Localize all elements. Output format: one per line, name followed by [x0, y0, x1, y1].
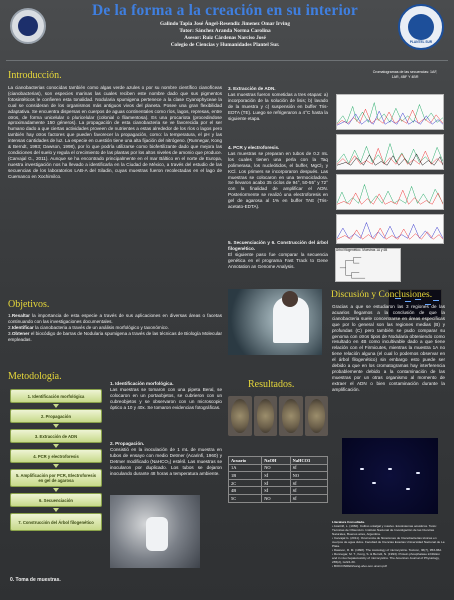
table-row: 4B SÍ SÍ [229, 487, 328, 495]
table-header: Acuario [229, 457, 262, 465]
phylogenetic-tree-image [335, 248, 401, 282]
culture-plate-image [279, 396, 303, 436]
references [332, 520, 446, 568]
chromatogram-title: Cromatogramas de las secuencias: 1AF, 1AR, 4BF Y 4BR [372, 70, 438, 79]
culture-plate-image [228, 396, 252, 436]
results-heading: Resultados. [248, 379, 295, 390]
pcr-section [228, 145, 328, 210]
discussion-text: Gracias a que se estudiaron las 3 regiones de las acuarios llegamos a la conclusión de que la cianobacteria suele concentrarse en áreas específicas que por lo general son las regiones medias (B) y profundas (C) pero también se pudo comparar su genoma con otros tipos de Nodularia obteniendo como resultado en 4B como incultivable dado a que tiene relación con el Firmicutes, mientras la muestra 1A no tiene relación alguna (el cual lo podemos observar en el árbol filogenético) sin embargo esto puede ser debido a que en los cromatogramas hay interferencia probablemente debido a la contaminación de las muestras por un otras organismo al momento de extraer el ADN o bien contaminación durante la amplificación. [332, 304, 445, 392]
flow-step: 6. Secuenciación [10, 493, 102, 507]
flow-step: 1. Identificación morfológica [10, 389, 102, 403]
flow-step: 7. Construcción del Árbol filogenético [10, 513, 102, 531]
authors-block [60, 21, 390, 49]
propagation-section [110, 441, 222, 476]
methodology-heading: Metodología. [8, 371, 62, 382]
pipette-photo [110, 495, 200, 568]
chromatogram-image [336, 134, 444, 170]
pcr-title: 4. PCR y electroforesis. [228, 145, 280, 150]
flow-step: 5. Amplificación por PCR, Electroforesis en gel de agarosa [10, 469, 102, 487]
propagation-text: Consistió en la inoculación de 1 mL de muestra en tubos de ensayo con medio Detmer (Acarinfi, 1960) y Detmer modificado (NaHCO₃) estéril. Las muestras se inocularon por duplicado. Los tubos se dejaron inoculando durante 48 horas a temperatura ambiente. [110, 446, 222, 476]
poster-title: De la forma a la creación en su interior [92, 2, 358, 19]
reference-item: • Carvajal G. (2011). Ocurrencia de floraciones de Cianobacterias tóxicas en cuerpos de agua dulce. Facultad de Ciencias Exactas Universidad Nacional de La Plata. [332, 536, 445, 548]
table-row: 1B SÍ NO [229, 472, 328, 480]
lab-work-photo [228, 289, 322, 355]
flow-arrow-icon [53, 508, 59, 512]
morphology-text: Las muestras se tomaron con una pipeta Beral, se colocaron en un portaobjetos, se cubrieron con un cubreobjetos y se observaron con un microscopio óptico a 10 y 40x. Se tomaron evidencias fotográficas. [110, 386, 222, 410]
culture-plate-image [254, 396, 278, 436]
reference-item: • BIOCONRED/sang-alvo-son.unam.pdf [332, 564, 387, 568]
table-header: NaHCO3 [290, 457, 327, 465]
table-row: 1A NO SÍ [229, 464, 328, 472]
intro-text: La cianobacterias conocidas también como algas verde azules o por su nombre científico cianofíceas (cianobacterias), son especies marinas las cuales reciben este nombre dado que sus pigmentos fotosintéticos le confieren esta tonalidad. Nodularia spumigena pertenece a la clase Cyanophyceae la cual se consideran de los organismos más antiguos vivos del planeta. Posee una gran flexibilidad adaptativa. Se encuentra dispersas en cuerpos de aguas continentales como ríos, lagos, represas, entre otros, de forma unicelular o pluricelular (colonial o filamentosa). Es una procariota (procedindose aproximadamente 150 géneros). La propagación de esta cianobacteria se ve favorecida por el ser humano dado a que ciertas actividades proveen de nutrientes a estas alrededor de los ríos o lagos pero también hay otros factores que pueden favorecer la propagación, como: la temperatura, el pH y las intensas cantidades de luz. La especie en cuestión tiene una alta fijación del nitrógeno. (Runnegar, Kong & Berndt, 1993; Dawson, 1998), por lo que podría utilizarse como biofertilizante dado que mejora las condiciones del suelo y regula el crecimiento de las plantas por los altos niveles de amonio que produce. (Carvajal G., 2011). Aunque se ha encontrado principalmente en el mar Báltico en el norte de Europa, nuestra investigación nos ha llevado a identificarla en la Ciudad de México, a través del estudio de las secuencias de los laboratorios LAB-A del Siladin, cuyas muestras fueron recolectadas en el lago de Cuemanco en Xochimilco. [8, 85, 222, 179]
flow-arrow-icon [53, 464, 59, 468]
flow-arrow-icon [53, 424, 59, 428]
culture-plate-image [305, 396, 329, 436]
flow-arrow-icon [53, 404, 59, 408]
reference-item: • Acarinfi, L. (1960). Cultivo unialgal y masivo. Ecosistemas acuáticos. Tesis: Técnicas de Obtención. Instituto Nacional de Investigación de las Ciencias Naturales, Buenos aires, Argentina. [332, 524, 437, 536]
header-divider [6, 60, 448, 61]
morphology-section [110, 381, 222, 411]
flow-step: 2. Propagación [10, 409, 102, 423]
table-row: 5C NO SÍ [229, 494, 328, 502]
methodology-flowchart [10, 389, 102, 537]
flow-step: 4. PCR y electroforesis [10, 449, 102, 463]
dna-extraction-text: Las muestras fueron sometidas a tres etapas: a) incorporación de la solución de lisis; b) lavado de la muestra y c) suspensión en buffer Tris-EDTA (TE). Luego se refrigeraron a 4°C hasta la siguiente etapa. [228, 91, 328, 121]
flow-step: 3. Extracción de ADN [10, 429, 102, 443]
sequencing-section [228, 240, 328, 270]
objective-item: 2.Identificar la cianobacteria a través de un análisis morfológico y taxonómico. [8, 324, 169, 330]
reference-item: • Dawson, R. M. (1998). The toxicology of microcystins. Toxicon, 36(7), 953-962. [332, 548, 442, 552]
table-header: NaOH [262, 457, 290, 465]
results-table [228, 456, 328, 503]
phylogenetic-tree-title: Árbol filogenético. Muestras 1A y 4B [336, 248, 388, 252]
dna-extraction-title: 3. Extracción de ADN. [228, 86, 276, 91]
authors-line: Galindo Tapia José Ángel-Resendiz Jimenez Omar Irving [160, 21, 290, 27]
intro-heading: Introducción. [8, 70, 62, 81]
sequencing-text: El siguiente paso fue comparar la secuencia genética en el programa Fast Track to Gene Annotation an Genome Analysis. [228, 251, 328, 269]
step0-label: 0. Toma de muestras. [10, 577, 61, 583]
objectives-list [8, 313, 222, 343]
propagation-title: 2. Propagación. [110, 441, 145, 446]
dna-extraction-section [228, 86, 328, 121]
flow-arrow-icon [53, 444, 59, 448]
chromatogram-image [336, 174, 444, 210]
culture-photos [228, 396, 328, 436]
chromatogram-image [336, 214, 444, 244]
tutor-line: Tutor: Sánchez Aranda Norma Carolina [179, 28, 271, 34]
references-heading: Literatura Consultada. [332, 520, 365, 524]
advisor-line: Asesor: Ruiz Cárdenas Narciso José [184, 35, 266, 41]
uv-gel-image [342, 438, 438, 514]
morphology-title: 1. Identificación morfológica. [110, 381, 174, 386]
chromatogram-image [336, 94, 444, 130]
institution-line: Colegio de Ciencias y Humanidades Plantel Sur. [170, 42, 280, 48]
table-row: 2C SÍ SÍ [229, 479, 328, 487]
table-header-row [229, 457, 328, 465]
discussion-heading: Discusión y Conclusiones. [331, 290, 433, 300]
objective-item: 1.Resaltar la importancia de esta especie a través de sus aplicaciones en diversas áreas o facetas continuando con las investigaciones documentales. [8, 313, 222, 324]
objectives-heading: Objetivos. [8, 299, 50, 310]
cch-sur-logo-icon: PLANTEL SUR [398, 4, 444, 50]
unam-logo-icon [10, 8, 46, 44]
sequencing-title: 5. Secuenciación y 6. Construcción del árbol filogenético. [228, 240, 328, 251]
objective-item: 3.Obtener el biocódigo de barras de Nodularia spumigena a través de las técnicas de Biología Molecular empleadas. [8, 330, 222, 342]
pcr-text: Las muestras se preparan en tubos de 0.2 mL los cuales tienen una perla con la Taq polimerasa, los nucleótidos, el buffer, MgCl₂ y KCl. Los primers se incorporaron después. Las muestras se colocaron en una termocicladora. Se llevaron acabo 35 ciclos de 94°, 50-55° y 72° con la finalidad de amplificar el ADN. Posteriormente se realizó una electroforesis en gel de agarosa al 1% en buffer TAE (Tris-acetato-EDTA). [228, 150, 328, 210]
reference-item: • Runnegar, M. T., Kong, S. & Berndt, N. (1993). Protein phosphatase inhibition and in vivo hepatotoxicity of microcystins. The American Journal of Physiology, 265(2), G224-30. [332, 552, 440, 564]
flow-arrow-icon [53, 488, 59, 492]
